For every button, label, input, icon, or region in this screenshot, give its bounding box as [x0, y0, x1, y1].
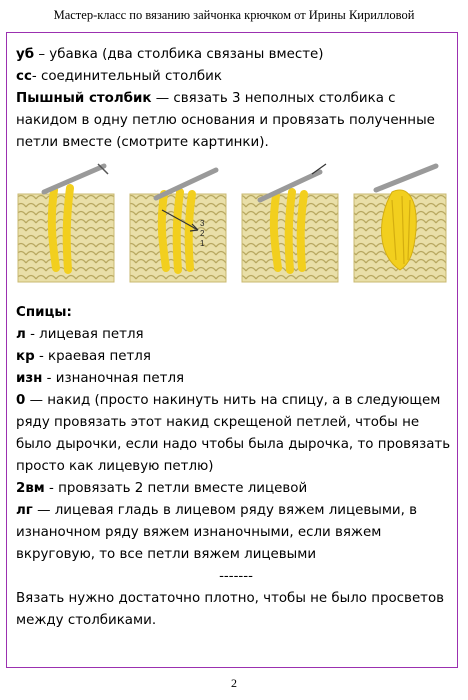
def-lg-text: — лицевая гладь в лицевом ряду вяжем лицевыми, в изнаночном ряду вяжем изнаночными, если вяжем вкруговую, то все петли вяжем лицевыми	[16, 503, 418, 562]
term-pyshny: Пышный столбик	[16, 91, 152, 106]
term-o: 0	[16, 393, 26, 408]
knitting-heading-text: Спицы:	[16, 305, 72, 320]
def-2vm-text: - провязать 2 петли вместе лицевой	[44, 481, 308, 496]
def-izn-text: - изнаночная петля	[42, 371, 185, 386]
footer-note: Вязать нужно достаточно плотно, чтобы не было просветов между столбиками.	[16, 591, 445, 628]
label-3: 3	[200, 219, 205, 228]
def-l	[16, 324, 456, 346]
def-ub	[16, 44, 456, 66]
step-1-panel	[18, 164, 114, 282]
page-content	[16, 44, 456, 632]
puff-stitch-illustration	[16, 160, 448, 288]
def-ub-text: – убавка (два столбика связаны вместе)	[34, 47, 324, 62]
term-izn: изн	[16, 371, 43, 386]
def-o-text: — накид (просто накинуть нить на спицу, а в следующем ряду провязать этот накид скрещеной петлей, чтобы не было дырочки, если надо чтобы была дырочка, то провязать просто как лицевую петлю)	[16, 393, 451, 474]
page-number: 2	[231, 676, 237, 690]
label-2: 2	[200, 229, 205, 238]
def-kr	[16, 346, 456, 368]
label-1: 1	[200, 239, 205, 248]
def-izn	[16, 368, 456, 390]
def-ss-text: - соединительный столбик	[31, 69, 222, 84]
term-kr: кр	[16, 349, 35, 364]
step-2-panel	[130, 170, 226, 282]
def-ss	[16, 66, 456, 88]
def-kr-text: - краевая петля	[34, 349, 151, 364]
def-o	[16, 390, 456, 478]
def-pyshny-text: — связать 3 неполных столбика с накидом в одну петлю основания и провязать полученные петли вместе (смотрите картинки).	[16, 91, 435, 150]
def-l-text: - лицевая петля	[25, 327, 144, 342]
term-l: л	[16, 327, 26, 342]
def-lg	[16, 500, 456, 566]
term-ub: уб	[16, 47, 35, 62]
step-4-panel	[354, 166, 446, 282]
def-pyshny	[16, 88, 456, 154]
step-3-panel	[242, 164, 338, 282]
term-ss: сс	[16, 69, 32, 84]
term-2vm: 2вм	[16, 481, 45, 496]
page-header: Мастер-класс по вязанию зайчонка крючком от Ирины Кирилловой	[53, 8, 415, 22]
knitting-heading	[16, 302, 456, 324]
def-2vm	[16, 478, 456, 500]
term-lg: лг	[16, 503, 33, 518]
separator: -------	[219, 569, 253, 584]
